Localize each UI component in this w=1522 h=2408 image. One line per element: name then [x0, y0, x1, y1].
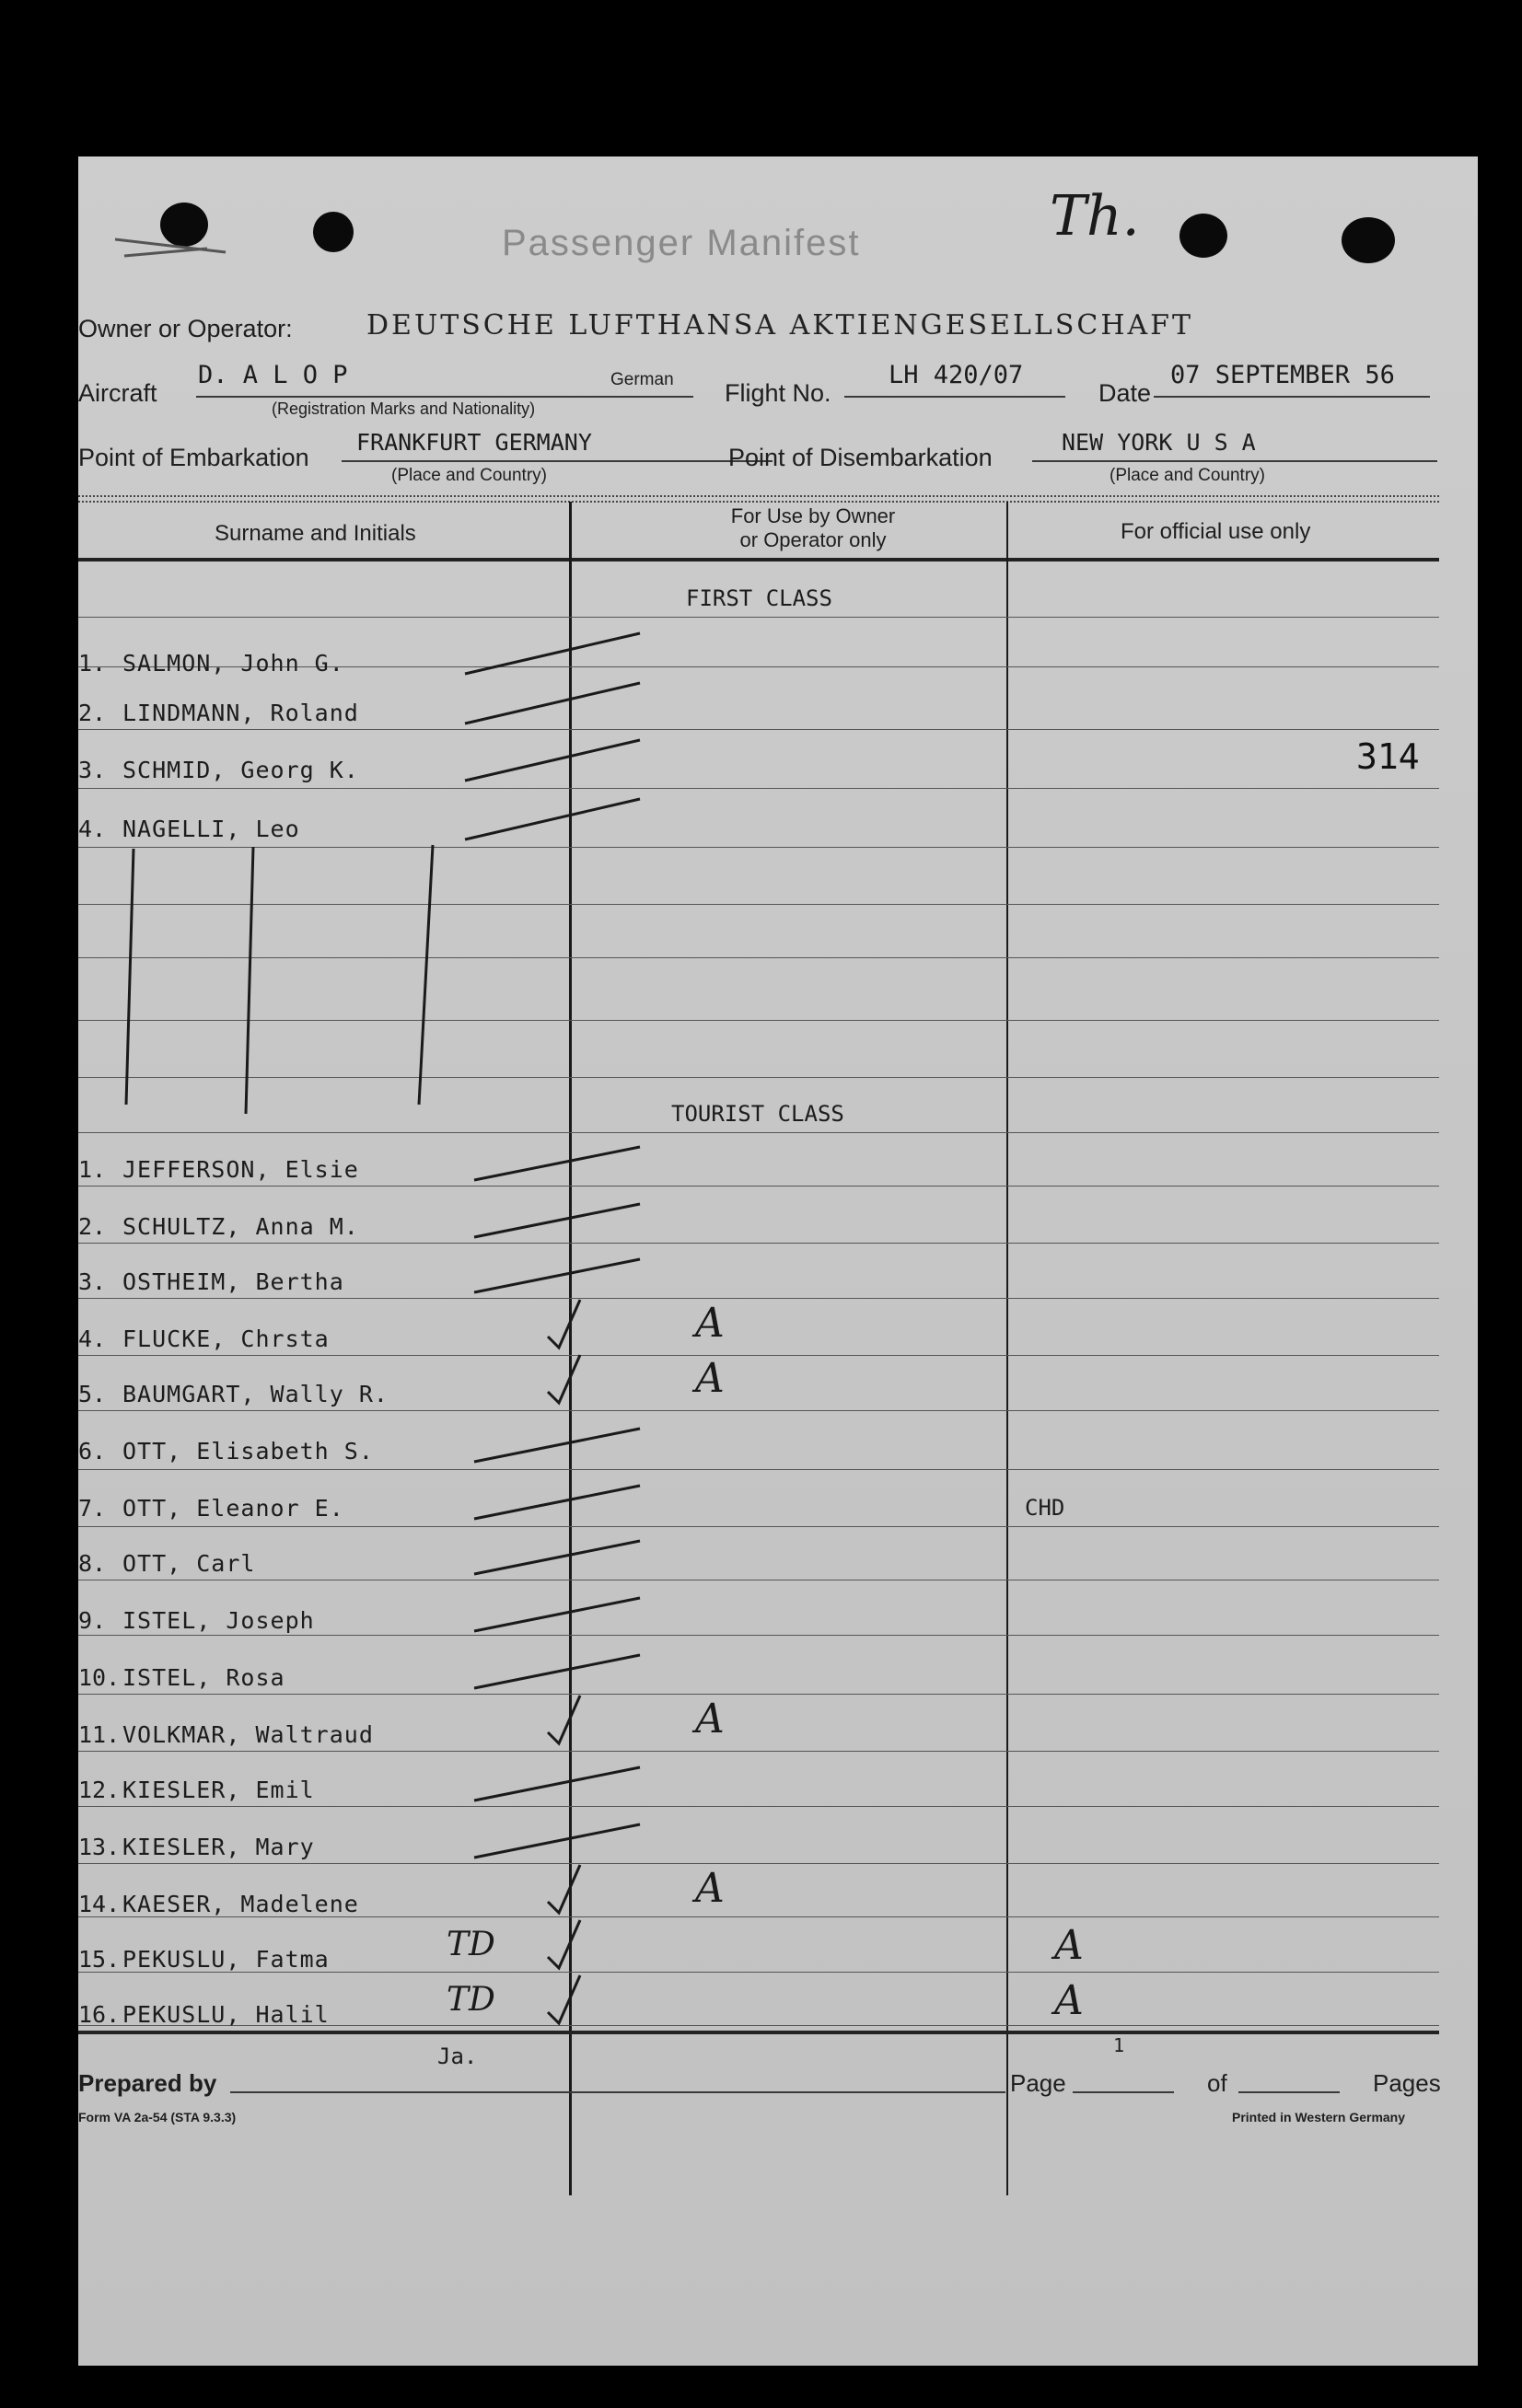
passenger-name: KAESER, Madelene — [122, 1891, 359, 1917]
row-number: 3. — [78, 757, 107, 783]
passenger-name: OTT, Elisabeth S. — [122, 1438, 374, 1464]
manifest-sheet — [78, 156, 1478, 2366]
tick-stroke — [474, 1598, 640, 1631]
operator-mark: A — [695, 1865, 725, 1912]
passenger-name: ISTEL, Rosa — [122, 1664, 285, 1691]
passenger-name: KIESLER, Emil — [122, 1777, 315, 1803]
passenger-name: OTT, Eleanor E. — [122, 1495, 344, 1522]
row-number: 11. — [78, 1721, 121, 1748]
tick-stroke — [548, 1355, 580, 1403]
tick-stroke — [474, 1824, 640, 1858]
flight-value: LH 420/07 — [889, 361, 1024, 389]
printed-note: Printed in Western Germany — [1232, 2110, 1406, 2124]
passenger-name: OTT, Carl — [122, 1550, 256, 1577]
operator-mark: A — [695, 1355, 725, 1402]
td-mark: TD — [447, 1926, 495, 1963]
owner-label: Owner or Operator: — [78, 315, 293, 342]
passenger-name: OSTHEIM, Bertha — [122, 1268, 344, 1295]
page-number-mark: 1 — [1113, 2034, 1125, 2056]
tick-stroke — [474, 1259, 640, 1292]
operator-mark: A — [695, 1300, 725, 1347]
tick-stroke — [474, 1429, 640, 1462]
tick-stroke — [548, 1865, 580, 1913]
form-id: Form VA 2a-54 (STA 9.3.3) — [78, 2110, 237, 2124]
tick-stroke — [548, 1975, 580, 2023]
passenger-name: LINDMANN, Roland — [122, 700, 359, 726]
row-number: 1. — [78, 1156, 107, 1183]
row-number: 4. — [78, 816, 107, 842]
passenger-name: BAUMGART, Wally R. — [122, 1381, 389, 1407]
tick-marks — [78, 156, 1478, 2366]
page-label: Page — [1010, 2069, 1066, 2097]
official-mark: CHD — [1025, 1495, 1065, 1521]
embarkation-value: FRANKFURT GERMANY — [356, 429, 592, 456]
tick-stroke — [465, 683, 640, 724]
ja-note: Ja. — [437, 2043, 478, 2069]
page-title: Passenger Manifest — [502, 223, 861, 263]
official-mark: A — [1054, 1977, 1084, 2024]
passenger-name: VOLKMAR, Waltraud — [122, 1721, 374, 1748]
aircraft-label: Aircraft — [78, 379, 157, 407]
aircraft-value: D. A L O P — [198, 361, 348, 389]
tick-stroke — [474, 1541, 640, 1574]
td-mark: TD — [447, 1981, 495, 2019]
nationality-value: German — [610, 370, 674, 389]
official-mark: A — [1054, 1922, 1084, 1969]
column-header-operator: For Use by Owner or Operator only — [730, 504, 896, 551]
column-header-name: Surname and Initials — [215, 521, 416, 546]
passenger-name: JEFFERSON, Elsie — [122, 1156, 359, 1183]
official-note: 314 — [1356, 736, 1420, 777]
passenger-name: NAGELLI, Leo — [122, 816, 300, 842]
tick-stroke — [465, 740, 640, 781]
owner-value: DEUTSCHE LUFTHANSA AKTIENGESELLSCHAFT — [366, 309, 1193, 342]
passenger-name: SALMON, John G. — [122, 650, 344, 677]
tick-stroke — [465, 799, 640, 839]
row-number: 1. — [78, 650, 107, 677]
tick-stroke — [548, 1300, 580, 1348]
passenger-name: PEKUSLU, Halil — [122, 2001, 330, 2028]
row-number: 5. — [78, 1381, 107, 1407]
row-number: 4. — [78, 1326, 107, 1352]
passenger-name: SCHMID, Georg K. — [122, 757, 359, 783]
disembarkation-label: Point of Disembarkation — [728, 444, 993, 471]
tourist-class-label: TOURIST CLASS — [671, 1101, 844, 1127]
of-label: of — [1207, 2069, 1227, 2097]
row-number: 15. — [78, 1946, 121, 1973]
tick-stroke — [474, 1486, 640, 1519]
date-value: 07 SEPTEMBER 56 — [1170, 361, 1395, 389]
tick-stroke — [548, 1920, 580, 1968]
row-number: 6. — [78, 1438, 107, 1464]
row-number: 16. — [78, 2001, 121, 2028]
row-number: 3. — [78, 1268, 107, 1295]
passenger-name: ISTEL, Joseph — [122, 1607, 315, 1634]
tick-stroke — [465, 633, 640, 674]
row-number: 13. — [78, 1834, 121, 1860]
tick-stroke — [474, 1204, 640, 1237]
passenger-name: FLUCKE, Chrsta — [122, 1326, 330, 1352]
flight-label: Flight No. — [725, 379, 831, 407]
tick-stroke — [474, 1655, 640, 1688]
row-number: 9. — [78, 1607, 107, 1634]
row-number: 8. — [78, 1550, 107, 1577]
aircraft-caption: (Registration Marks and Nationality) — [272, 399, 536, 418]
tick-stroke — [474, 1147, 640, 1180]
row-number: 12. — [78, 1777, 121, 1803]
row-number: 10. — [78, 1664, 121, 1691]
row-number: 2. — [78, 1213, 107, 1240]
column-header-official: For official use only — [1121, 519, 1311, 544]
tick-stroke — [474, 1767, 640, 1800]
passenger-name: KIESLER, Mary — [122, 1834, 315, 1860]
first-class-label: FIRST CLASS — [686, 585, 832, 611]
prepared-by-label: Prepared by — [78, 2069, 217, 2097]
passenger-name: SCHULTZ, Anna M. — [122, 1213, 359, 1240]
embarkation-label: Point of Embarkation — [78, 444, 309, 471]
operator-mark: A — [695, 1696, 725, 1742]
handwritten-initials: Th. — [1050, 184, 1140, 249]
row-number: 7. — [78, 1495, 107, 1522]
embarkation-caption: (Place and Country) — [391, 466, 547, 485]
tick-stroke — [548, 1696, 580, 1743]
row-number: 2. — [78, 700, 107, 726]
disembarkation-value: NEW YORK U S A — [1062, 429, 1256, 456]
row-number: 14. — [78, 1891, 121, 1917]
disembarkation-caption: (Place and Country) — [1110, 466, 1265, 485]
pages-label: Pages — [1373, 2069, 1441, 2097]
date-label: Date — [1098, 379, 1152, 407]
passenger-name: PEKUSLU, Fatma — [122, 1946, 330, 1973]
